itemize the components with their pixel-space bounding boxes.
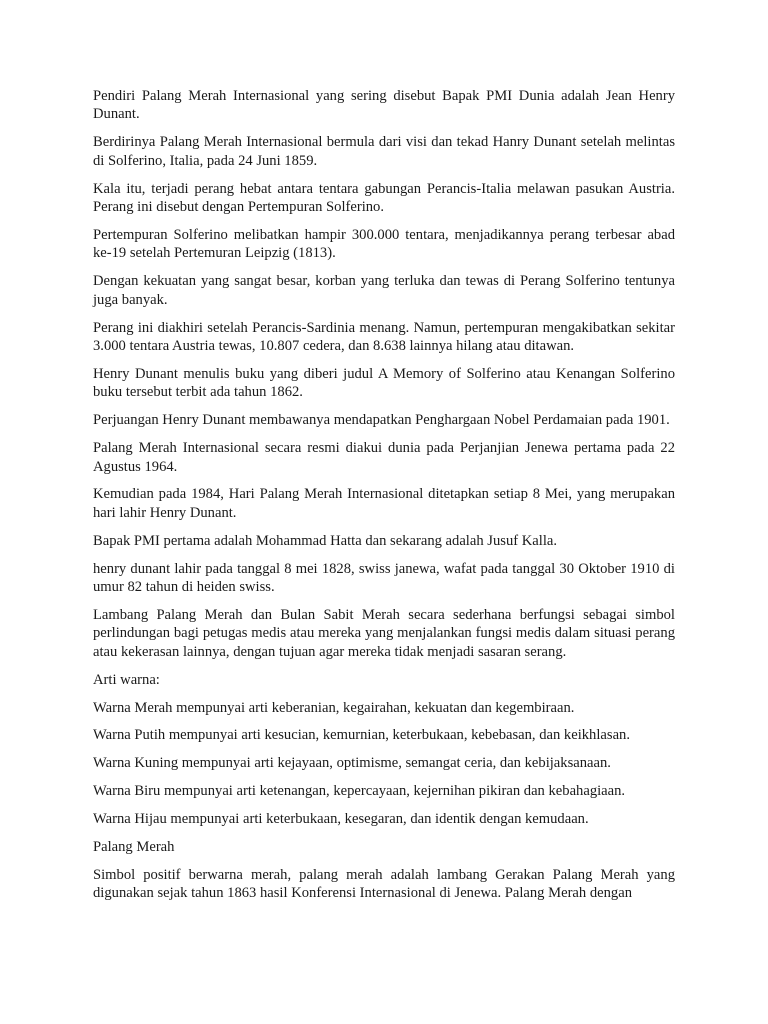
paragraph-origin: Berdirinya Palang Merah Internasional bermula dari visi dan tekad Hanry Dunant setelah melintas di Solferino, Italia, pada 24 Juni 1859. bbox=[93, 134, 675, 169]
paragraph-color-blue: Warna Biru mempunyai arti ketenangan, kepercayaan, kejernihan pikiran dan kebahagiaan. bbox=[93, 783, 626, 800]
paragraph-color-red: Warna Merah mempunyai arti keberanian, kegairahan, kekuatan dan kegembiraan. bbox=[93, 699, 575, 716]
paragraph-casualties-intro: Dengan kekuatan yang sangat besar, korban yang terluka dan tewas di Perang Solferino tentunya juga banyak. bbox=[93, 273, 675, 308]
paragraph-red-cross-heading: Palang Merah bbox=[93, 839, 175, 856]
paragraph-color-heading: Arti warna: bbox=[93, 671, 160, 688]
paragraph-pmi-father: Bapak PMI pertama adalah Mohammad Hatta dan sekarang adalah Jusuf Kalla. bbox=[93, 532, 557, 549]
paragraph-emblem: Lambang Palang Merah dan Bulan Sabit Merah secara sederhana berfungsi sebagai simbol perlindungan bagi petugas medis atau mereka yang menjalankan fungsi medis dalam situasi perang atau kekerasan lainnya, dengan tujuan agar mereka tidak menjadi sasaran serang. bbox=[93, 606, 675, 660]
paragraph-color-green: Warna Hijau mempunyai arti keterbukaan, kesegaran, dan identik dengan kemudaan. bbox=[93, 811, 589, 828]
paragraph-color-white: Warna Putih mempunyai arti kesucian, kemurnian, keterbukaan, kebebasan, dan keikhlasan. bbox=[93, 727, 630, 744]
paragraph-geneva: Palang Merah Internasional secara resmi diakui dunia pada Perjanjian Jenewa pertama pada 22 Agustus 1964. bbox=[93, 440, 675, 475]
paragraph-color-yellow: Warna Kuning mempunyai arti kejayaan, optimisme, semangat ceria, dan kebijaksanaan. bbox=[93, 755, 611, 772]
paragraph-war: Kala itu, terjadi perang hebat antara tentara gabungan Perancis-Italia melawan pasukan Austria. Perang ini disebut dengan Pertempuran Solferino. bbox=[93, 180, 675, 216]
paragraph-red-cross-symbol: Simbol positif berwarna merah, palang merah adalah lambang Gerakan Palang Merah yang digunakan sejak tahun 1863 hasil Konferensi Internasional di Jenewa. Palang Merah dengan bbox=[93, 867, 675, 902]
paragraph-casualties: Perang ini diakhiri setelah Perancis-Sardinia menang. Namun, pertempuran mengakibatkan sekitar 3.000 tentara Austria tewas, 10.807 cedera, dan 8.638 lainnya hilang atau ditawan. bbox=[93, 319, 675, 354]
paragraph-nobel: Perjuangan Henry Dunant membawanya mendapatkan Penghargaan Nobel Perdamaian pada 1901. bbox=[93, 412, 670, 429]
paragraph-battle-scale: Pertempuran Solferino melibatkan hampir 300.000 tentara, menjadikannya perang terbesar abad ke-19 setelah Pertemuran Leipzig (1813). bbox=[93, 226, 675, 262]
paragraph-dunant-life: henry dunant lahir pada tanggal 8 mei 1828, swiss janewa, wafat pada tanggal 30 Oktober 1910 di umur 82 tahun di heiden swiss. bbox=[93, 560, 675, 596]
document-body bbox=[93, 87, 675, 912]
paragraph-red-cross-day: Kemudian pada 1984, Hari Palang Merah Internasional ditetapkan setiap 8 Mei, yang merupakan hari lahir Henry Dunant. bbox=[93, 486, 675, 521]
paragraph-founder: Pendiri Palang Merah Internasional yang sering disebut Bapak PMI Dunia adalah Jean Henry Dunant. bbox=[93, 88, 675, 123]
paragraph-book: Henry Dunant menulis buku yang diberi judul A Memory of Solferino atau Kenangan Solferino buku tersebut terbit ada tahun 1862. bbox=[93, 365, 675, 401]
